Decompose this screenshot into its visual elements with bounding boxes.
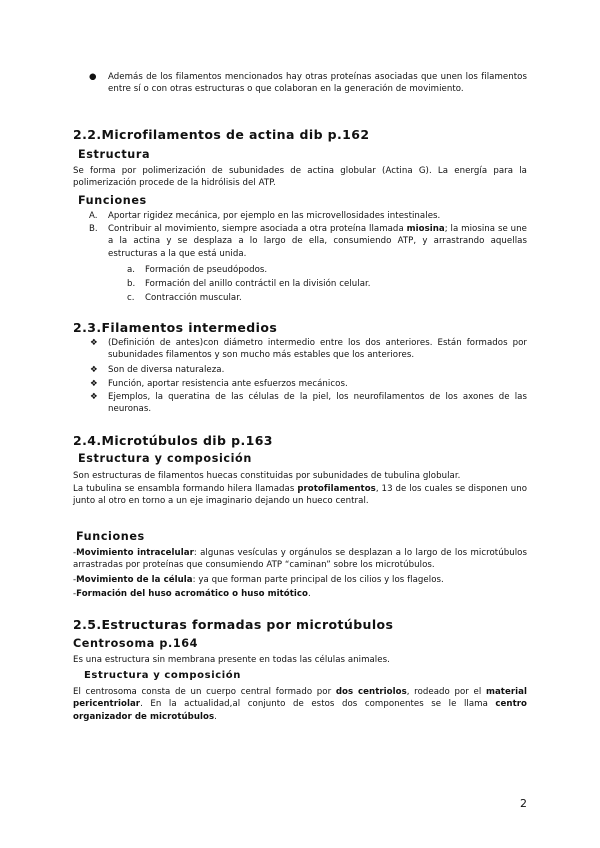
s23-bullet-4: Ejemplos, la queratina de las células de la piel, los neurofilamentos de los axones de las neuronas.: [108, 392, 527, 415]
section-2-3-title: 2.3.Filamentos intermedios: [73, 320, 278, 335]
s24-line-1: Son estructuras de filamentos huecas constituidas por subunidades de tubulina globular.: [73, 471, 461, 481]
list-marker-a: A.: [89, 211, 98, 221]
sub-item-b: Formación del anillo contráctil en la división celular.: [145, 279, 371, 289]
list-marker-b: B.: [89, 224, 98, 234]
diamond-bullet-icon: ❖: [90, 379, 98, 389]
s22-funciones-heading: Funciones: [78, 194, 147, 207]
s25-paragraph: El centrosoma consta de un cuerpo central formado por dos centriolos, rodeado por el material pericentriolar. En la actualidad,al conjunto de estos dos componentes se le llama centro organizador de microtúbulos.: [73, 687, 527, 722]
page-number: 2: [520, 797, 527, 810]
diamond-bullet-icon: ❖: [90, 338, 98, 348]
diamond-bullet-icon: ❖: [90, 392, 98, 402]
section-2-5-title: 2.5.Estructuras formadas por microtúbulos: [73, 617, 394, 632]
s24-function-2: -Movimiento de la célula: ya que forman parte principal de los cilios y los flagelos.: [73, 575, 444, 585]
section-2-4-title: 2.4.Microtúbulos dib p.163: [73, 433, 273, 448]
centrosoma-text: Es una estructura sin membrana presente en todas las células animales.: [73, 655, 390, 665]
diamond-bullet-icon: ❖: [90, 365, 98, 375]
section-2-2-title: 2.2.Microfilamentos de actina dib p.162: [73, 127, 370, 142]
s23-bullet-1: (Definición de antes)con diámetro intermedio entre los dos anteriores. Están formados por subunidades filamentos y son mucho más estables que los anteriores.: [108, 338, 527, 361]
sub-marker-b: b.: [127, 279, 136, 289]
s23-bullet-2: Son de diversa naturaleza.: [108, 365, 225, 375]
sub-marker-a: a.: [127, 265, 135, 275]
s24-line-2: La tubulina se ensambla formando hilera llamadas protofilamentos, 13 de los cuales se disponen uno junto al otro en torno a un eje imaginario dejando un hueco central.: [73, 484, 528, 507]
sub-item-c: Contracción muscular.: [145, 293, 242, 303]
s22-estructura-text: Se forma por polimerización de subunidades de actina globular (Actina G). La energía para la polimerización procede de la hidrólisis del ATP.: [73, 166, 527, 189]
s22-estructura-heading: Estructura: [78, 148, 151, 161]
s24-estructura-heading: Estructura y composición: [78, 452, 252, 465]
bullet-dot: ●: [89, 72, 97, 82]
s23-bullet-3: Función, aportar resistencia ante esfuerzos mecánicos.: [108, 379, 348, 389]
s22-function-b: Contribuir al movimiento, siempre asociada a otra proteína llamada miosina; la miosina se une a la actina y se desplaza a lo largo de ella, consumiendo ATP, y arrastrando aquellas estructuras a la que está unida.: [108, 224, 527, 259]
intro-bullet-text: Además de los filamentos mencionados hay otras proteínas asociadas que unen los filamentos entre sí o con otras estructuras o que colaboran en la generación de movimiento.: [108, 72, 527, 95]
s22-function-a: Aportar rigidez mecánica, por ejemplo en las microvellosidades intestinales.: [108, 211, 441, 221]
centrosoma-heading: Centrosoma p.164: [73, 637, 198, 650]
s24-function-3: -Formación del huso acromático o huso mitótico.: [73, 589, 311, 599]
s24-function-1: -Movimiento intracelular: algunas vesículas y orgánulos se desplazan a lo largo de los microtúbulos arrastradas por proteínas que consumiendo ATP “caminan” sobre los microtúbulos.: [73, 548, 527, 571]
sub-marker-c: c.: [127, 293, 135, 303]
sub-item-a: Formación de pseudópodos.: [145, 265, 268, 275]
s25-estructura-heading: Estructura y composición: [84, 670, 241, 681]
s24-funciones-heading: Funciones: [76, 530, 145, 543]
